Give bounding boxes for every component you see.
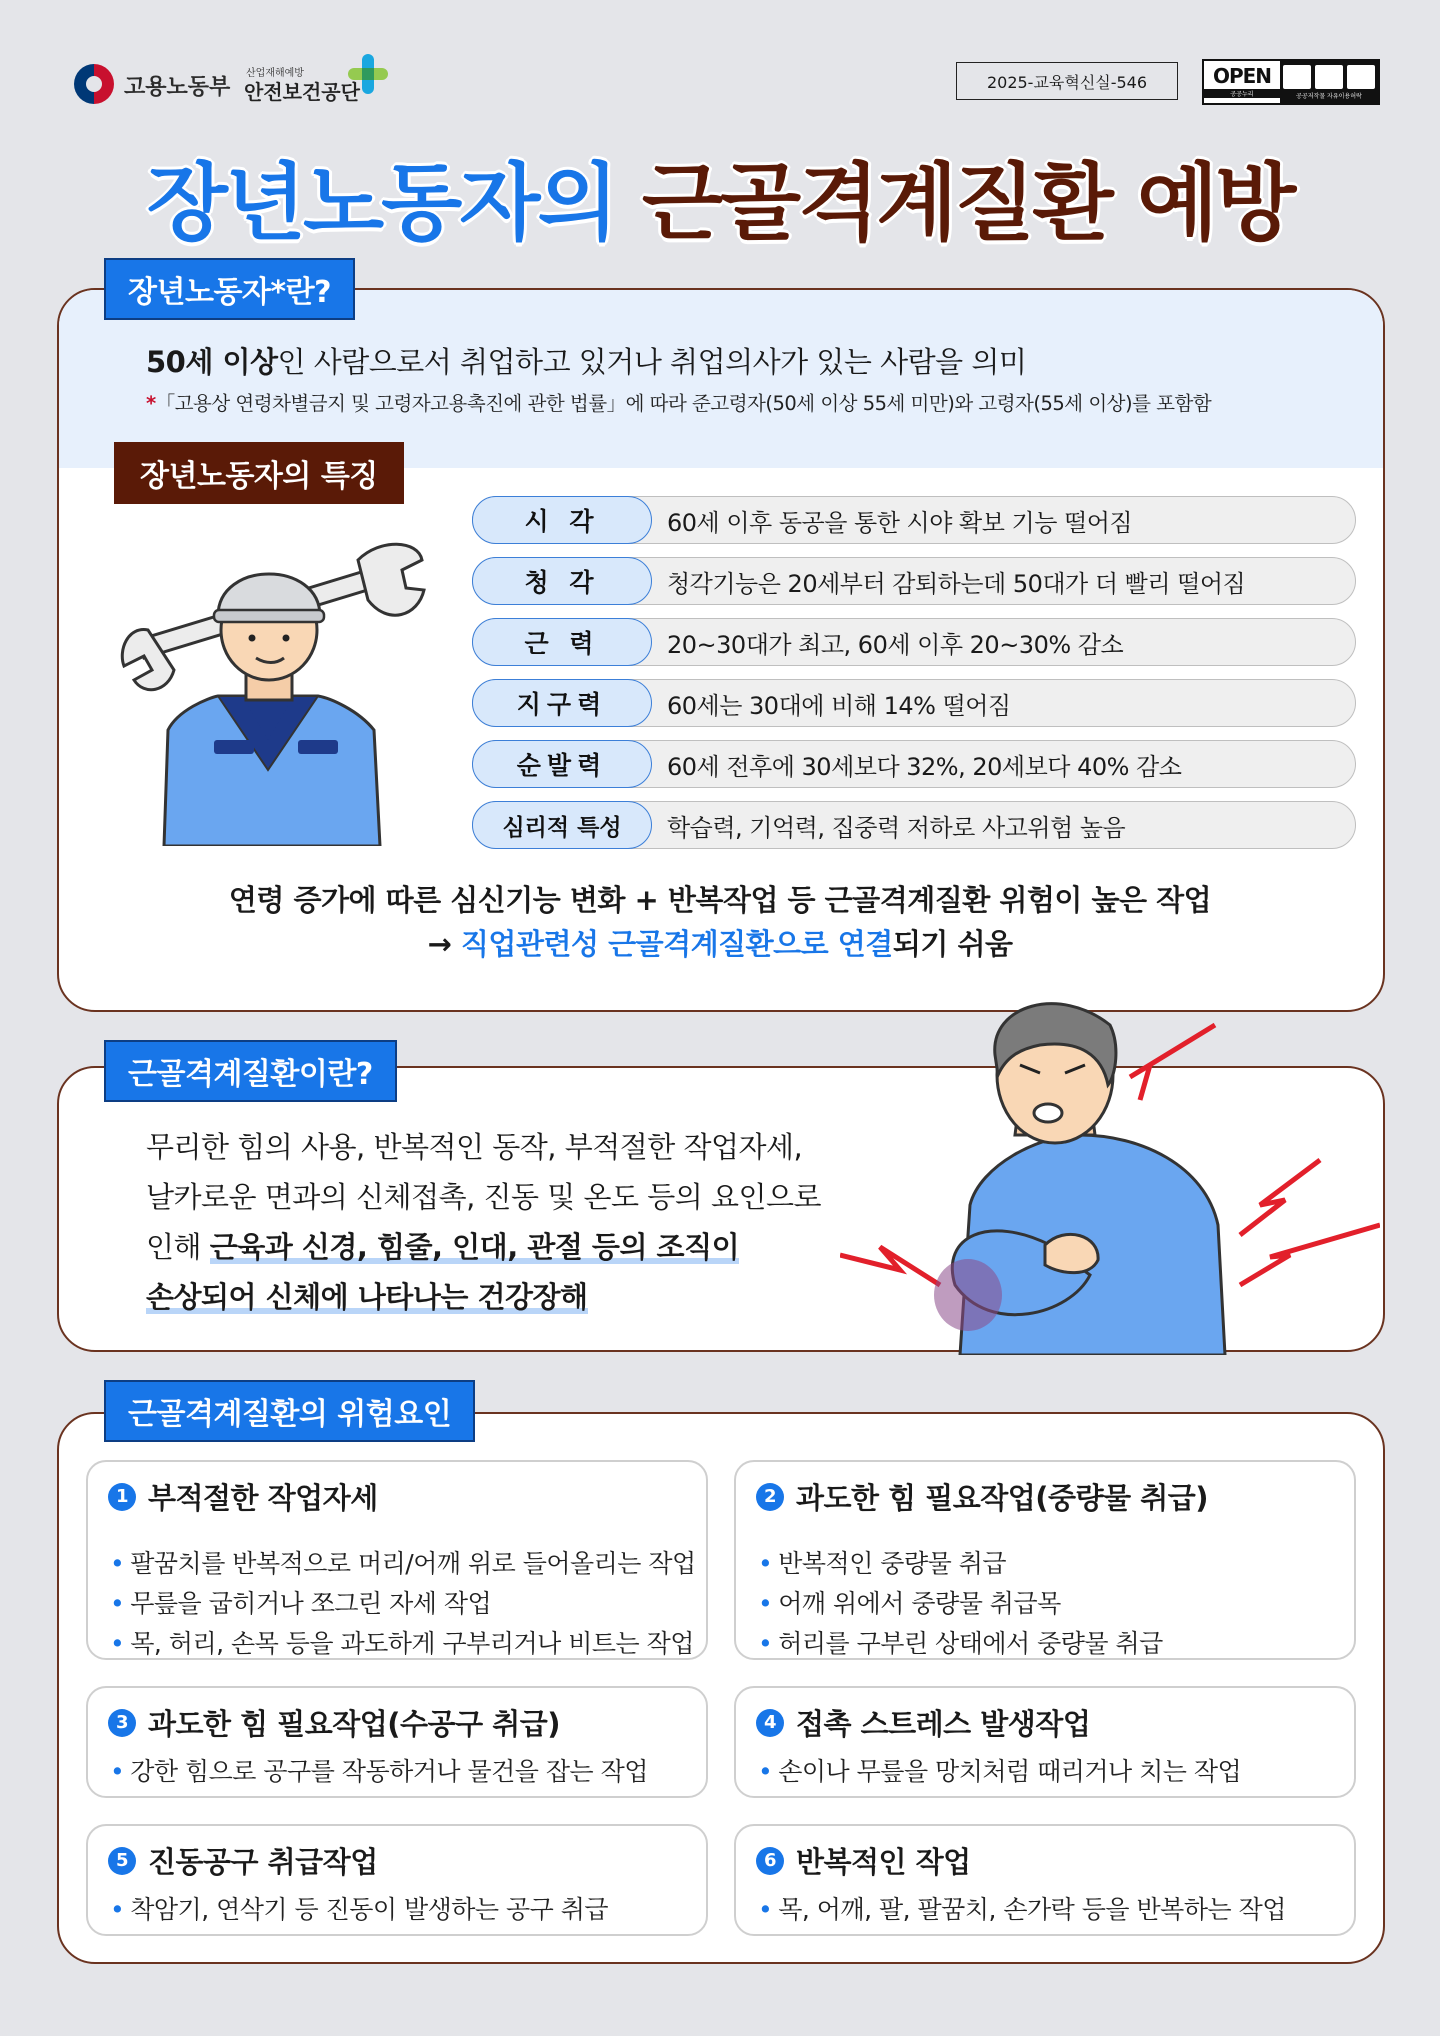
risk-number-1: 1 bbox=[108, 1483, 136, 1511]
risk-item: • 목, 허리, 손목 등을 과도하게 구부리거나 비트는 작업 bbox=[110, 1629, 694, 1658]
msd-line-3 bbox=[146, 1222, 846, 1272]
risk-item-text: 무릎을 굽히거나 쪼그린 자세 작업 bbox=[130, 1589, 492, 1618]
risk-item-text: 허리를 구부린 상태에서 중량물 취급 bbox=[778, 1629, 1163, 1658]
kosha-name: 안전보건공단 bbox=[244, 80, 360, 104]
feature-row-endurance bbox=[472, 679, 1356, 727]
msd-line-4-bold: 손상되어 신체에 나타나는 건강장해 bbox=[146, 1280, 588, 1314]
worker-with-wrench-illustration bbox=[118, 530, 428, 846]
risk-item: • 강한 힘으로 공구를 작동하거나 물건을 잡는 작업 bbox=[110, 1757, 648, 1786]
feature-row-sight bbox=[472, 496, 1356, 544]
note-star: * bbox=[146, 392, 156, 415]
risk-item: • 착암기, 연삭기 등 진동이 발생하는 공구 취급 bbox=[110, 1895, 609, 1924]
feature-row-strength bbox=[472, 618, 1356, 666]
noncommercial-icon bbox=[1315, 65, 1343, 89]
kosha-cross-icon bbox=[346, 52, 390, 96]
feature-label: 지구력 bbox=[472, 679, 652, 727]
feature-text: 20~30대가 최고, 60세 이후 20~30% 감소 bbox=[667, 630, 1124, 659]
open-sub-label: 공공누리 bbox=[1204, 89, 1280, 98]
summary-rest: 되기 쉬움 bbox=[892, 927, 1013, 961]
risk-item: • 허리를 구부린 상태에서 중량물 취급 bbox=[758, 1629, 1163, 1658]
open-description: 공공저작물 자유이용허락 bbox=[1296, 92, 1362, 100]
feature-row-agility bbox=[472, 740, 1356, 788]
risk-box-3 bbox=[86, 1686, 708, 1798]
feature-label: 근 력 bbox=[472, 618, 652, 666]
risk-box-1 bbox=[86, 1460, 708, 1660]
section3-tab: 근골격계질환의 위험요인 bbox=[104, 1380, 475, 1442]
feature-label: 순발력 bbox=[472, 740, 652, 788]
risk-title-text: 과도한 힘 필요작업(중량물 취급) bbox=[796, 1481, 1208, 1515]
risk-number-2: 2 bbox=[756, 1483, 784, 1511]
risk-item: • 목, 어깨, 팔, 팔꿈치, 손가락 등을 반복하는 작업 bbox=[758, 1895, 1286, 1924]
risk-title bbox=[756, 1702, 1090, 1743]
risk-item-text: 반복적인 중량물 취급 bbox=[778, 1549, 1006, 1578]
definition-rest: 인 사람으로서 취업하고 있거나 취업의사가 있는 사람을 의미 bbox=[277, 345, 1027, 379]
risk-item-text: 착암기, 연삭기 등 진동이 발생하는 공구 취급 bbox=[130, 1895, 609, 1924]
risk-title bbox=[108, 1702, 560, 1743]
risk-title-text: 진동공구 취급작업 bbox=[148, 1845, 378, 1879]
risk-title bbox=[108, 1476, 378, 1517]
risk-number-4: 4 bbox=[756, 1709, 784, 1737]
msd-line-3-plain: 인해 bbox=[146, 1230, 210, 1264]
risk-title bbox=[756, 1840, 971, 1881]
feature-label: 청 각 bbox=[472, 557, 652, 605]
feature-label: 시 각 bbox=[472, 496, 652, 544]
section1-tab: 장년노동자*란? bbox=[104, 258, 355, 320]
summary-line-2 bbox=[0, 922, 1440, 963]
risk-item: • 손이나 무릎을 망치처럼 때리거나 치는 작업 bbox=[758, 1757, 1242, 1786]
feature-text: 60세 이후 동공을 통한 시야 확보 기능 떨어짐 bbox=[667, 508, 1133, 537]
kosha-subtitle: 산업재해예방 bbox=[246, 68, 304, 79]
section2-tab: 근골격계질환이란? bbox=[104, 1040, 397, 1102]
summary-arrow: → bbox=[427, 927, 461, 961]
risk-box-5 bbox=[86, 1824, 708, 1936]
risk-title bbox=[108, 1840, 378, 1881]
msd-line-1: 무리한 힘의 사용, 반복적인 동작, 부적절한 작업자세, bbox=[146, 1130, 803, 1164]
risk-item-text: 목, 어깨, 팔, 팔꿈치, 손가락 등을 반복하는 작업 bbox=[778, 1895, 1286, 1924]
msd-line-2: 날카로운 면과의 신체접촉, 진동 및 온도 등의 요인으로 bbox=[146, 1180, 822, 1214]
feature-text: 60세는 30대에 비해 14% 떨어짐 bbox=[667, 691, 1011, 720]
risk-title-text: 부적절한 작업자세 bbox=[148, 1481, 378, 1515]
open-license-badge bbox=[1202, 59, 1380, 105]
risk-box-6 bbox=[734, 1824, 1356, 1936]
risk-number-3: 3 bbox=[108, 1709, 136, 1737]
feature-label: 심리적 특성 bbox=[472, 801, 652, 849]
header bbox=[0, 0, 1440, 130]
title-part-2: 근골격계질환 예방 bbox=[641, 154, 1294, 252]
risk-title-text: 과도한 힘 필요작업(수공구 취급) bbox=[148, 1707, 560, 1741]
risk-title bbox=[756, 1476, 1208, 1517]
features-tab: 장년노동자의 특징 bbox=[114, 442, 404, 504]
definition-bold: 50세 이상 bbox=[146, 345, 278, 379]
risk-item: • 팔꿈치를 반복적으로 머리/어깨 위로 들어올리는 작업 bbox=[110, 1549, 696, 1578]
feature-text: 청각기능은 20세부터 감퇴하는데 50대가 더 빨리 떨어짐 bbox=[667, 569, 1246, 598]
risk-title-text: 반복적인 작업 bbox=[796, 1845, 971, 1879]
no-derivatives-icon bbox=[1347, 65, 1375, 89]
risk-box-2 bbox=[734, 1460, 1356, 1660]
msd-line-3-bold: 근육과 신경, 힘줄, 인대, 관절 등의 조직이 bbox=[209, 1230, 740, 1264]
license-icons bbox=[1283, 65, 1375, 89]
elbow-pain-man-illustration bbox=[840, 985, 1380, 1355]
note-text: 「고용상 연령차별금지 및 고령자고용촉진에 관한 법률」에 따라 준고령자(50세 이상 55세 미만)와 고령자(55세 이상)를 포함함 bbox=[155, 392, 1212, 415]
risk-item: • 무릎을 굽히거나 쪼그린 자세 작업 bbox=[110, 1589, 492, 1618]
attribution-icon bbox=[1283, 65, 1311, 89]
summary-line-1: 연령 증가에 따른 심신기능 변화 + 반복작업 등 근골격계질환 위험이 높은 작업 bbox=[228, 883, 1212, 917]
feature-row-hearing bbox=[472, 557, 1356, 605]
definition-text bbox=[146, 340, 1026, 381]
risk-title-text: 접촉 스트레스 발생작업 bbox=[796, 1707, 1091, 1741]
feature-text: 60세 전후에 30세보다 32%, 20세보다 40% 감소 bbox=[667, 752, 1182, 781]
definition-note bbox=[146, 388, 1211, 416]
feature-text: 학습력, 기억력, 집중력 저하로 사고위험 높음 bbox=[667, 813, 1126, 842]
risk-item-text: 목, 허리, 손목 등을 과도하게 구부리거나 비트는 작업 bbox=[130, 1629, 694, 1658]
moel-logo-icon bbox=[74, 64, 114, 104]
summary-highlight: 직업관련성 근골격계질환으로 연결 bbox=[460, 927, 893, 961]
page-title bbox=[0, 136, 1440, 257]
risk-item: • 어깨 위에서 중량물 취급목 bbox=[758, 1589, 1061, 1618]
risk-item-text: 손이나 무릎을 망치처럼 때리거나 치는 작업 bbox=[778, 1757, 1242, 1786]
risk-item-text: 강한 힘으로 공구를 작동하거나 물건을 잡는 작업 bbox=[130, 1757, 648, 1786]
msd-line-4 bbox=[146, 1272, 846, 1322]
open-label: OPEN bbox=[1212, 64, 1272, 88]
msd-definition-text bbox=[146, 1122, 846, 1322]
title-part-1: 장년노동자의 bbox=[146, 154, 616, 252]
risk-item: • 반복적인 중량물 취급 bbox=[758, 1549, 1006, 1578]
document-code: 2025-교육혁신실-546 bbox=[956, 62, 1178, 100]
risk-item-text: 팔꿈치를 반복적으로 머리/어깨 위로 들어올리는 작업 bbox=[130, 1549, 696, 1578]
moel-name: 고용노동부 bbox=[124, 75, 231, 100]
feature-row-psychological bbox=[472, 801, 1356, 849]
risk-number-5: 5 bbox=[108, 1847, 136, 1875]
risk-number-6: 6 bbox=[756, 1847, 784, 1875]
risk-item-text: 어깨 위에서 중량물 취급목 bbox=[778, 1589, 1061, 1618]
risk-box-4 bbox=[734, 1686, 1356, 1798]
